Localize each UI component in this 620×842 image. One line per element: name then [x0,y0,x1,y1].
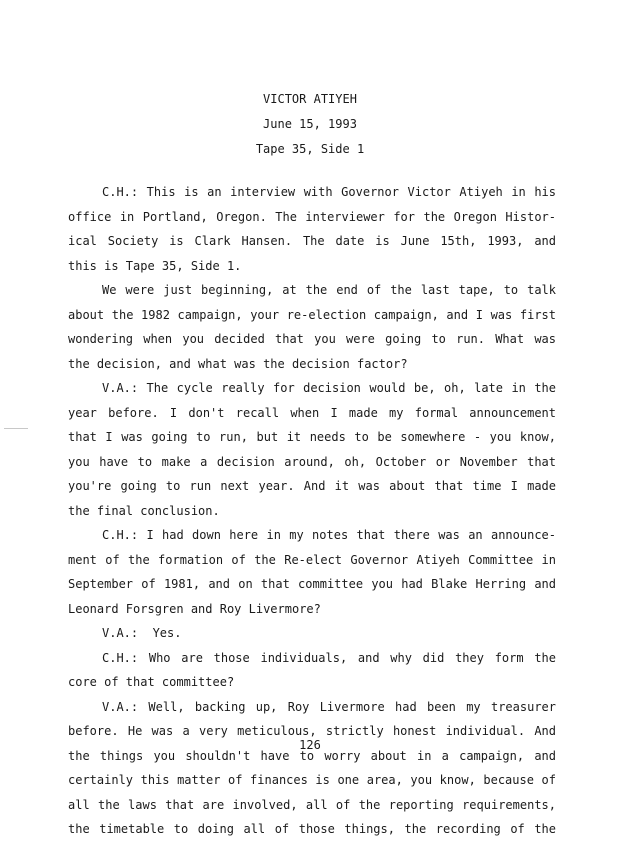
tape-label: Tape 35, Side 1 [255,142,365,156]
margin-scan-mark [4,428,28,429]
transcript-line: the decision, and what was the decision factor? [68,356,408,371]
transcript-line: September of 1981, and on that committee you had Blake Herring and [68,577,556,591]
transcript-paragraph [68,180,556,278]
transcript-paragraph [68,621,556,646]
transcript-line: the final conclusion. [68,503,220,518]
transcript-line: V.A.: Yes. [102,626,182,640]
transcript-paragraph [68,278,556,376]
transcript-paragraph [68,523,556,621]
transcript-line: you're going to run next year. And it was about that time I made [68,479,556,493]
transcript-line: C.H.: This is an interview with Governor Victor Atiyeh in his [102,185,556,199]
interview-date: June 15, 1993 [263,117,357,131]
transcript-line: all the laws that are involved, all of the reporting requirements, [68,797,556,812]
transcript-line: V.A.: The cycle really for decision would be, oh, late in the [102,381,556,395]
transcript-line: We were just beginning, at the end of the last tape, to talk [102,283,556,297]
transcript-line: ment of the formation of the Re-elect Governor Atiyeh Committee in [68,552,556,567]
transcript-paragraph [68,695,556,842]
transcript-line: ical Society is Clark Hansen. The date is June 15th, 1993, and [68,234,556,248]
transcript-line: the things you shouldn't have to worry about in a campaign, and [68,748,556,763]
transcript-line: Leonard Forsgren and Roy Livermore? [68,601,321,616]
interviewee-name: VICTOR ATIYEH [263,92,357,106]
transcript-line: this is Tape 35, Side 1. [68,258,242,273]
transcript-line: you have to make a decision around, oh, October or November that [68,454,556,469]
transcript-line: wondering when you decided that you were going to run. What was [68,332,556,346]
page-number: 126 [299,738,321,752]
transcript-line: certainly this matter of finances is one area, you know, because of [68,773,556,787]
transcript-line: about the 1982 campaign, your re-election campaign, and I was first [68,307,556,322]
transcript-paragraph [68,376,556,523]
transcript-line: before. He was a very meticulous, strictly honest individual. And [68,724,556,738]
transcript-line: C.H.: Who are those individuals, and why did they form the [102,650,556,665]
transcript-line: year before. I don't recall when I made my formal announcement [68,405,556,420]
transcript-paragraph [68,646,556,695]
transcript-line: V.A.: Well, backing up, Roy Livermore had been my treasurer [102,699,556,714]
transcript-line: core of that committee? [68,675,235,689]
transcript-line: office in Portland, Oregon. The interviewer for the Oregon Histor- [68,209,556,224]
transcript-line: that I was going to run, but it needs to be somewhere - you know, [68,430,556,444]
transcript-line: C.H.: I had down here in my notes that there was an announce- [102,528,556,542]
transcript-line: the timetable to doing all of those things, the recording of the [68,822,556,836]
